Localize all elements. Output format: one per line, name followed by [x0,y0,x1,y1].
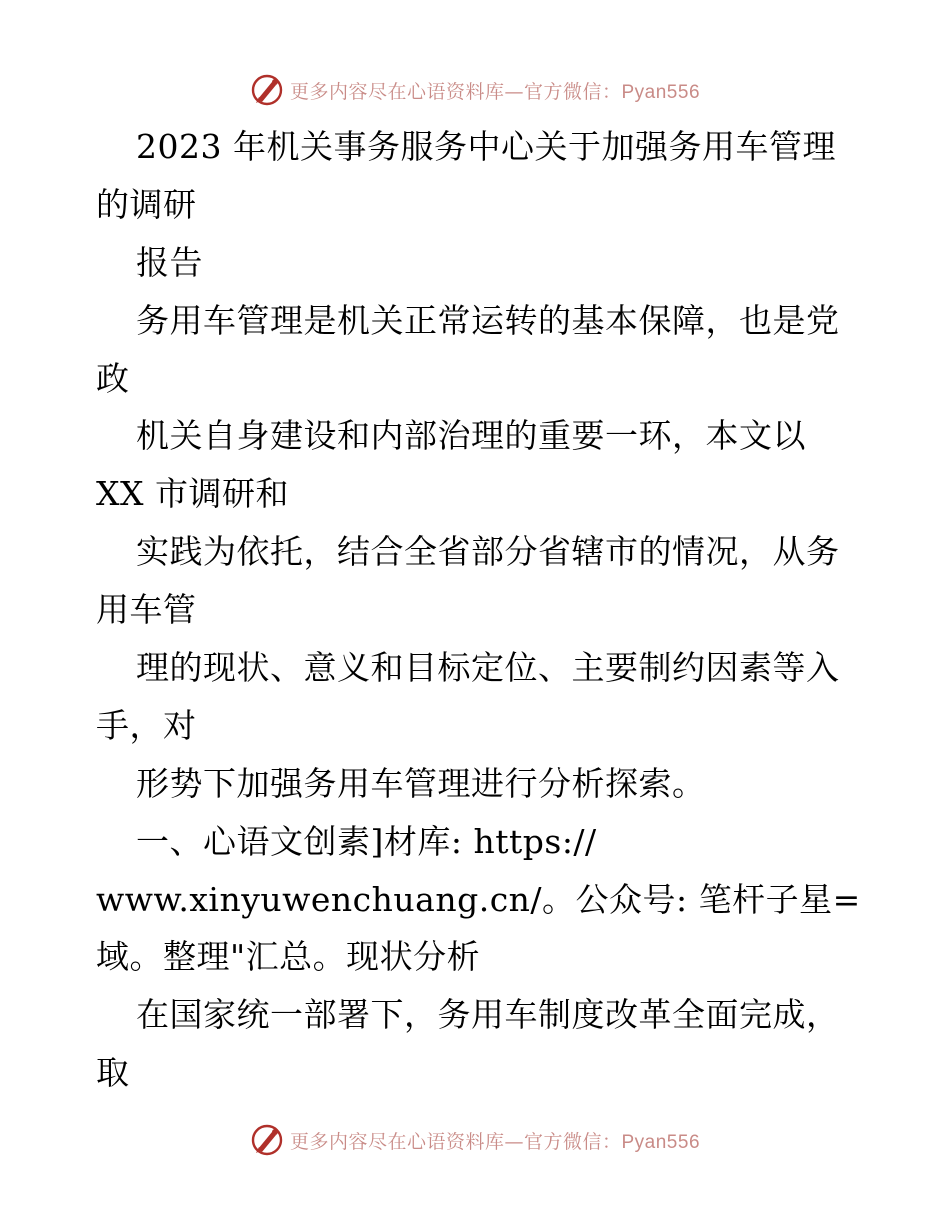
header-watermark [0,70,950,110]
paragraph-line: 务用车管理是机关正常运转的基本保障，也是党 [136,300,840,340]
watermark-text [290,1127,700,1154]
paragraph-line: 在国家统一部署下，务用车制度改革全面完成， [136,995,840,1035]
pen-logo-icon [250,73,284,107]
watermark-label: 更多内容尽在心语资料库—官方微信： [289,1130,622,1153]
title-line-2: 的调研 [96,184,197,224]
title-line-3: 报告 [136,242,203,282]
paragraph-line: 政 [96,358,130,398]
section-heading-line: www.xinyuwenchuang.cn/。公众号: 笔杆子星= [96,879,861,919]
section-heading-line: 域。整理"汇总。现状分析 [96,937,481,977]
section-heading-line: 一、心语文创素]材库: https:// [136,821,597,861]
paragraph-line: XX 市调研和 [96,474,289,514]
footer-watermark [0,1120,950,1160]
pen-logo-icon [250,1123,284,1157]
watermark-account: Pyan556 [621,81,701,103]
paragraph-line: 用车管 [96,590,197,630]
paragraph-line: 取 [96,1053,130,1093]
paragraph-line: 形势下加强务用车管理进行分析探索。 [136,763,706,803]
title-line-1: 2023 年机关事务服务中心关于加强务用车管理 [136,127,836,166]
paragraph-line: 实践为依托，结合全省部分省辖市的情况，从务 [136,532,840,572]
watermark-account: Pyan556 [621,1131,701,1153]
document-body [96,118,876,1102]
paragraph-line: 手，对 [96,705,197,745]
watermark-label: 更多内容尽在心语资料库—官方微信： [289,80,622,103]
paragraph-line: 机关自身建设和内部治理的重要一环，本文以 [136,416,806,456]
paragraph-line: 理的现状、意义和目标定位、主要制约因素等入 [136,648,840,688]
watermark-text [290,77,700,104]
